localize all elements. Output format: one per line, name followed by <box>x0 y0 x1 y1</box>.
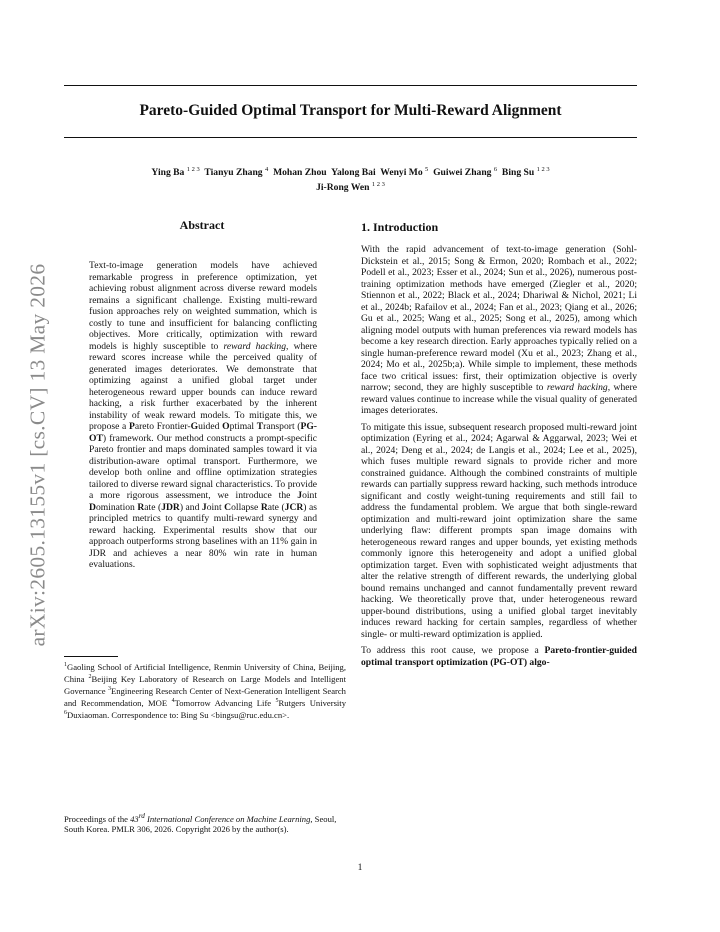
author-list <box>64 164 637 194</box>
intro-paragraph: With the rapid advancement of text-to-image generation (Sohl-Dickstein et al., 2015; Song & Ermon, 2020; Rombach et al., 2022; Podell et al., 2023; Esser et al., 2024; Sun et al., 2026), numerous post-training optimization methods have emerged (Ziegler et al., 2020; Stiennon et al., 2022; Black et al., 2024; Dhariwal & Nichol, 2021; Li et al., 2024b; Rafailov et al., 2024; Fan et al., 2023; Qiang et al., 2026; Gu et al., 2025; Wang et al., 2025; Song et al., 2025), among which aligning model outputs with human preferences via reward models has become a key research direction. Early approaches typically relied on a single human-preference reward model (Xu et al., 2023; Zhang et al., 2024; Mo et al., 2025b;a). While simple to implement, these methods face two critical issues: first, their optimization objective is overly narrow; second, they are highly susceptible to reward hacking, where reward values continue to increase while the visual quality of generated images deteriorates. <box>361 244 637 416</box>
author: Ji-Rong Wen $^{1 2 3}$ <box>316 181 385 194</box>
title-bottom-rule <box>64 137 637 138</box>
author-line-2 <box>64 179 637 194</box>
author: Ying Ba $^{1 2 3}$ <box>151 166 200 179</box>
proceedings-note: Proceedings of the 43rd International Conference on Machine Learning, Seoul, South Korea. PMLR 306, 2026. Copyright 2026 by the author(s). <box>64 812 337 835</box>
paper-title: Pareto-Guided Optimal Transport for Multi-Reward Alignment <box>139 102 562 119</box>
affiliation-footnote: $^1$Gaoling School of Artificial Intelligence, Renmin University of China, Beijing, China $^2$Beijing Key Laboratory of Research on Large Models and Intelligent Governance $^3$Engineering Research Center of Next-Generation Intelligent Search and Recommendation, MOE $^4$Tomorrow Advancing Life $^5$Rutgers University $^6$Duxiaoman. Correspondence to: Bing Su <bingsu@ruc.edu.cn>. <box>64 661 346 721</box>
introduction-heading: 1. Introduction <box>361 220 439 234</box>
intro-paragraph: To address this root cause, we propose a Pareto-frontier-guided optimal transport optimization (PG-OT) algo- <box>361 645 637 668</box>
author: Bing Su $^{1 2 3}$ <box>501 166 550 179</box>
author: Yalong Bai <box>331 167 376 179</box>
author: Mohan Zhou <box>273 167 327 179</box>
abstract-body: Text-to-image generation models have achieved remarkable progress in preference optimization, yet achieving robust alignment across diverse reward models remains a significant challenge. Existing multi-reward fusion approaches rely on weighted summation, which is costly to tune and insufficient for balancing conflicting objectives. More critically, optimization with reward models is highly susceptible to reward hacking, where reward scores increase while the perceived quality of generated images deteriorates. We demonstrate that optimizing against a unified global target under heterogeneous reward upper bounds can induce reward hacking, a risk further exacerbated by the inherent instability of weak reward models. To mitigate this, we propose a Pareto Frontier-Guided Optimal Transport (PG-OT) framework. Our method constructs a prompt-specific Pareto frontier and maps dominated samples toward it via distribution-aware optimal transport. Furthermore, we develop both online and offline optimization strategies tailored to diverse reward signal characteristics. To provide a more rigorous assessment, we introduce the Joint Domination Rate (JDR) and Joint Collapse Rate (JCR) as principled metrics to quantify multi-reward synergy and reward hacking. Experimental results show that our approach outperforms strong baselines with an 11% gain in JDR and achieves a near 80% win rate in human evaluations. <box>89 260 318 570</box>
author: Wenyi Mo $^5$ <box>380 166 429 179</box>
introduction-body <box>361 244 637 673</box>
author: Tianyu Zhang $^4$ <box>204 166 269 179</box>
author-line-1 <box>64 164 637 179</box>
arxiv-identifier: arXiv:2605.13155v1 [cs.CV] 13 May 2026 <box>25 263 50 647</box>
page-number: 1 <box>357 862 363 873</box>
intro-paragraph: To mitigate this issue, subsequent research proposed multi-reward joint optimization (Eyring et al., 2024; Agarwal & Aggarwal, 2023; Wei et al., 2024; Deng et al., 2024; de Langis et al., 2024; Lee et al., 2025), which fuses multiple reward signals to provide richer and more constrained guidance. Although the combined constraints of multiple rewards can partially suppress reward hacking, such methods introduce significant and costly weight-tuning requirements and still fail to address the fundamental problem. We argue that both single-reward optimization and multi-reward joint optimization share the same underlying flaw: different prompts span image domains with heterogeneous reward ranges and upper bounds, yet existing methods commonly ignore this heterogeneity and adopt a unified global optimization target. Even with sophisticated weight adjustments that alter the relative strength of different rewards, the underlying global bound remains unchanged and cannot fundamentally prevent reward hacking. We theoretically prove that, under heterogeneous reward upper-bound distributions, using a unified global target inevitably induces reward hacking for certain samples, regardless of whether single- or multi-reward optimization is applied. <box>361 421 637 640</box>
abstract-heading: Abstract <box>179 218 225 232</box>
author: Guiwei Zhang $^6$ <box>433 166 498 179</box>
title-top-rule <box>64 85 637 86</box>
footnote-rule <box>64 656 118 657</box>
